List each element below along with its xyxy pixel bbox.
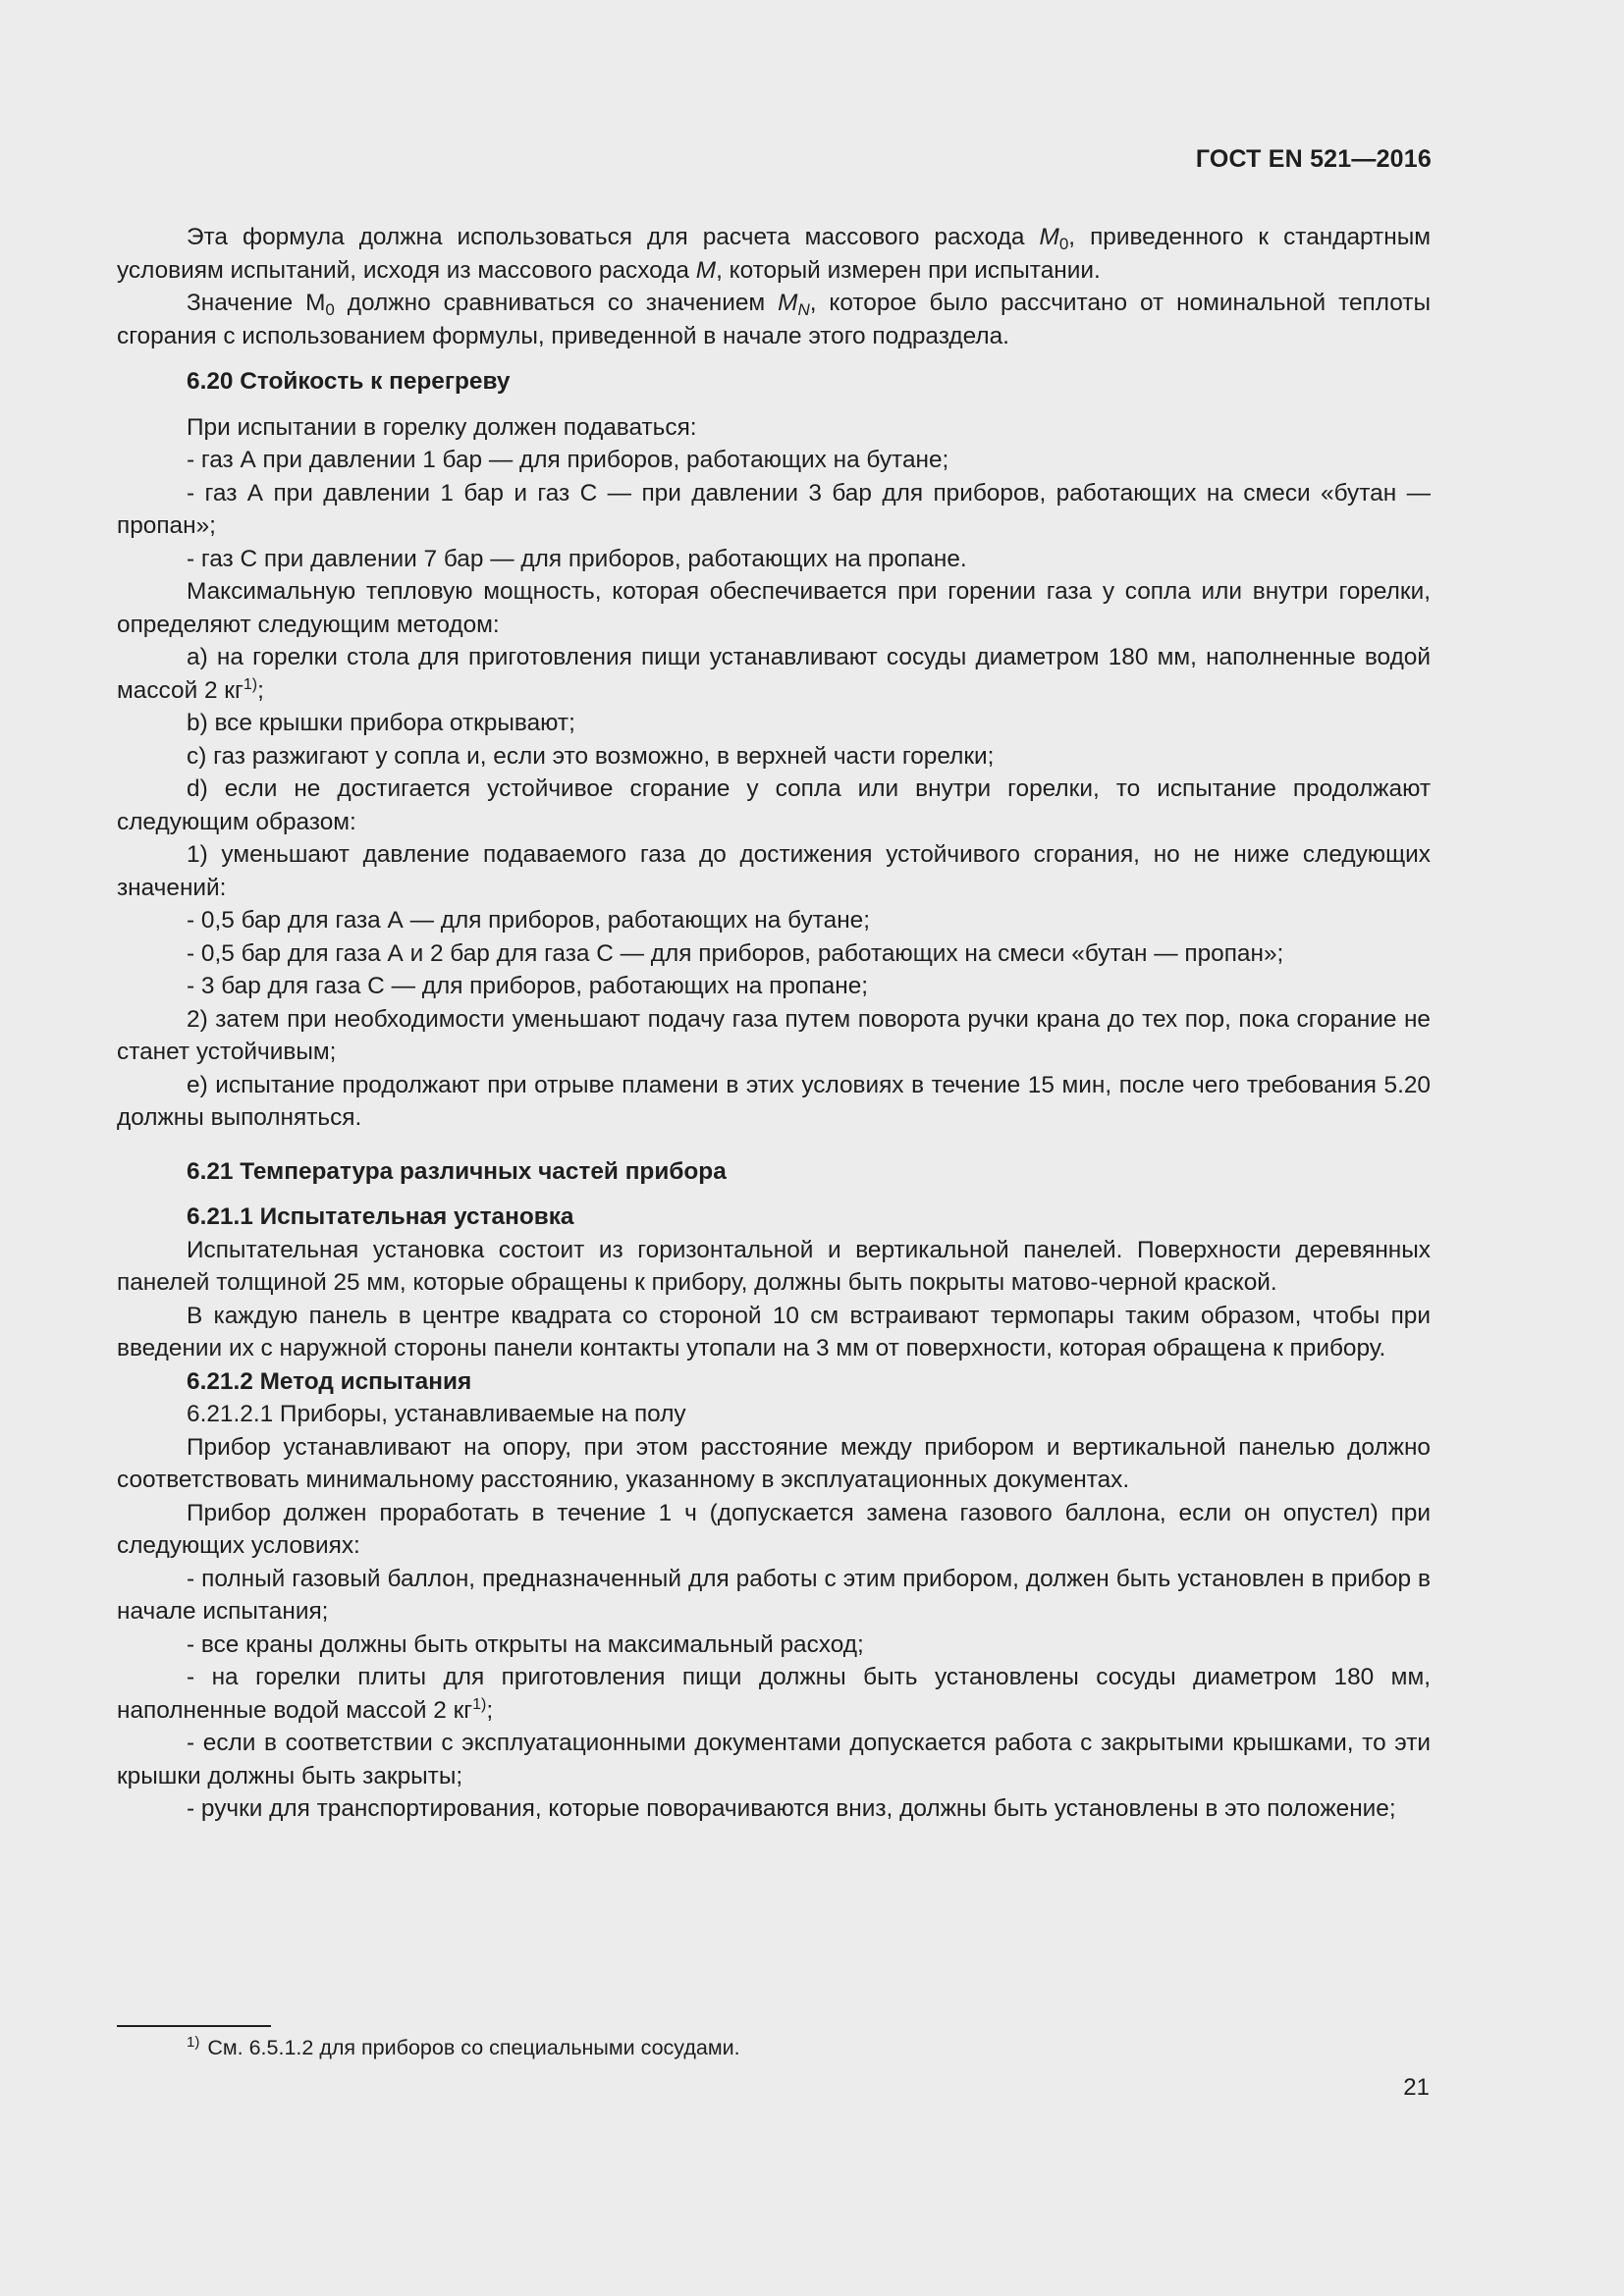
list-item: - 0,5 бар для газа А — для приборов, работающих на бутане;	[187, 907, 871, 934]
footnote	[187, 2034, 740, 2061]
list-item: b) все крышки прибора открывают;	[187, 710, 575, 736]
footnote-separator	[117, 2025, 271, 2027]
paragraph: Эта формула должна использоваться для расчета массового расхода $M_0$, приведенного к стандартным условиям испытаний, исходя из массового расхода M, который измерен при испытании.	[117, 224, 1431, 284]
section-heading-6-21: 6.21 Температура различных частей прибора	[187, 1157, 727, 1185]
page-number: 21	[1403, 2074, 1430, 2101]
subsection-title-6-21-2-1: 6.21.2.1 Приборы, устанавливаемые на полу	[187, 1401, 686, 1427]
list-item: a) на горелки стола для приготовления пищи устанавливают сосуды диаметром 180 мм, наполненные водой массой 2 $кг^{1)}$;	[117, 644, 1431, 704]
document-body	[117, 221, 1431, 1826]
paragraph: Значение $M_0$ должно сравниваться со значением $M_N$, которое было рассчитано от номинальной теплоты сгорания с использованием формулы, приведенной в начале этого подраздела.	[117, 290, 1431, 349]
document-standard-header: ГОСТ EN 521—2016	[1195, 145, 1432, 173]
list-item: - если в соответствии с эксплуатационными документами допускается работа с закрытыми крышками, то эти крышки должны быть закрыты;	[117, 1730, 1431, 1789]
list-item: - 3 бар для газа С — для приборов, работающих на пропане;	[187, 973, 869, 999]
list-item: - ручки для транспортирования, которые поворачиваются вниз, должны быть установлены в это положение;	[187, 1795, 1396, 1822]
paragraph: Испытательная установка состоит из горизонтальной и вертикальной панелей. Поверхности деревянных панелей толщиной 25 мм, которые обращены к прибору, должны быть покрыты матово-черной краской.	[117, 1236, 1431, 1296]
list-item: c) газ разжигают у сопла и, если это возможно, в верхней части горелки;	[187, 742, 995, 770]
list-item: - газ С при давлении 7 бар — для приборов, работающих на пропане.	[187, 545, 967, 572]
list-item: - на горелки плиты для приготовления пищи должны быть установлены сосуды диаметром 180 мм, наполненные водой массой 2 $кг^{1)}$;	[117, 1664, 1431, 1724]
list-item: 1) уменьшают давление подаваемого газа до достижения устойчивого сгорания, но не ниже следующих значений:	[117, 841, 1431, 901]
section-heading-6-21-1: 6.21.1 Испытательная установка	[187, 1203, 574, 1230]
list-item: - газ А при давлении 1 бар — для приборов, работающих на бутане;	[187, 447, 949, 473]
list-item: - полный газовый баллон, предназначенный для работы с этим прибором, должен быть установлен в прибор в начале испытания;	[117, 1565, 1431, 1625]
paragraph: В каждую панель в центре квадрата со стороной 10 см встраивают термопары таким образом, чтобы при введении их с наружной стороны панели контакты утопали на 3 мм от поверхности, которая обращена к прибору.	[117, 1302, 1431, 1362]
section-heading-6-21-2: 6.21.2 Метод испытания	[187, 1367, 472, 1395]
list-item: e) испытание продолжают при отрыве пламени в этих условиях в течение 15 мин, после чего требования 5.20 должны выполняться.	[117, 1071, 1431, 1131]
footnote-marker: 1)	[187, 2034, 200, 2051]
paragraph: Прибор должен проработать в течение 1 ч (допускается замена газового баллона, если он опустел) при следующих условиях:	[117, 1499, 1431, 1559]
paragraph: Максимальную тепловую мощность, которая обеспечивается при горении газа у сопла или внутри горелки, определяют следующим методом:	[117, 578, 1431, 638]
paragraph: При испытании в горелку должен подаваться:	[187, 413, 697, 441]
list-item: d) если не достигается устойчивое сгорание у сопла или внутри горелки, то испытание продолжают следующим образом:	[117, 775, 1431, 835]
footnote-text: См. 6.5.1.2 для приборов со специальными сосудами.	[207, 2036, 740, 2059]
list-item: - все краны должны быть открыты на максимальный расход;	[187, 1630, 864, 1658]
section-heading-6-20: 6.20 Стойкость к перегреву	[187, 368, 511, 395]
list-item: - 0,5 бар для газа А и 2 бар для газа С — для приборов, работающих на смеси «бутан — пропан»;	[187, 939, 1284, 967]
list-item: 2) затем при необходимости уменьшают подачу газа путем поворота ручки крана до тех пор, пока сгорание не станет устойчивым;	[117, 1005, 1431, 1065]
paragraph: Прибор устанавливают на опору, при этом расстояние между прибором и вертикальной панелью должно соответствовать минимальному расстоянию, указанному в эксплуатационных документах.	[117, 1433, 1431, 1493]
list-item: - газ А при давлении 1 бар и газ С — при давлении 3 бар для приборов, работающих на смеси «бутан — пропан»;	[117, 479, 1431, 539]
